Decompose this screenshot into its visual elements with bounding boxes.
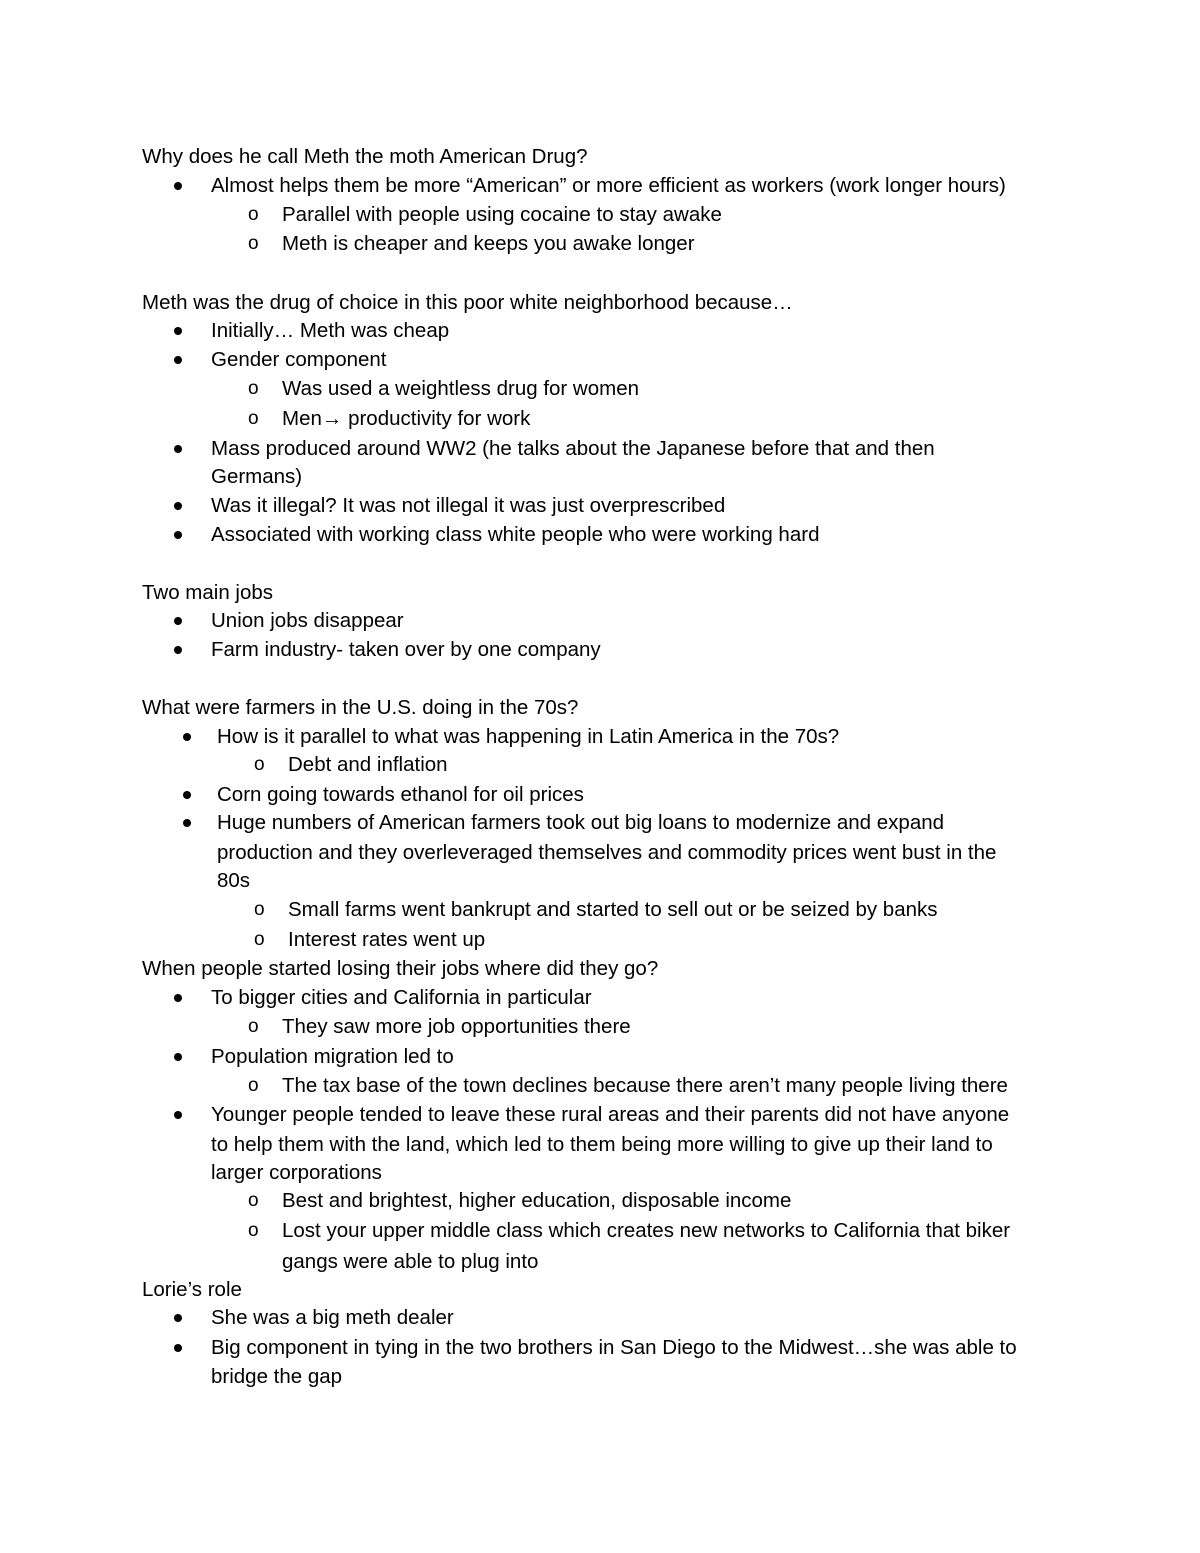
bullet-text: Gender component [211, 348, 387, 371]
sub-bullet-text: Best and brightest, higher education, disposable income [282, 1189, 792, 1212]
bullet-dot-icon [174, 1053, 182, 1061]
circle-bullet-icon: o [248, 233, 259, 254]
bullet-text: Huge numbers of American farmers took out big loans to modernize and expand [217, 811, 945, 834]
sub-bullet-text: Debt and inflation [288, 753, 448, 776]
circle-bullet-icon: o [254, 754, 265, 775]
bullet-text-continuation: bridge the gap [211, 1365, 343, 1388]
circle-bullet-icon: o [254, 899, 265, 920]
bullet-dot-icon [183, 733, 191, 741]
section-heading: Meth was the drug of choice in this poor white neighborhood because… [142, 291, 793, 314]
bullet-text: To bigger cities and California in particular [211, 986, 592, 1009]
sub-bullet-text: The tax base of the town declines because there aren’t many people living there [282, 1074, 1008, 1097]
circle-bullet-icon: o [248, 204, 259, 225]
section-heading: What were farmers in the U.S. doing in the 70s? [142, 696, 579, 719]
bullet-dot-icon [174, 531, 182, 539]
section-heading: Lorie’s role [142, 1278, 242, 1301]
sub-bullet-text: Interest rates went up [288, 928, 486, 951]
bullet-text: Farm industry- taken over by one company [211, 638, 601, 661]
bullet-text: Initially… Meth was cheap [211, 319, 450, 342]
bullet-text-continuation: larger corporations [211, 1161, 382, 1184]
circle-bullet-icon: o [248, 378, 259, 399]
bullet-dot-icon [183, 791, 191, 799]
bullet-text: How is it parallel to what was happening in Latin America in the 70s? [217, 725, 840, 748]
bullet-text: Mass produced around WW2 (he talks about the Japanese before that and then [211, 437, 935, 460]
sub-bullet-text: Small farms went bankrupt and started to sell out or be seized by banks [288, 898, 938, 921]
bullet-dot-icon [174, 646, 182, 654]
bullet-text: Younger people tended to leave these rural areas and their parents did not have anyone [211, 1103, 1010, 1126]
bullet-dot-icon [183, 819, 191, 827]
bullet-text: Associated with working class white people who were working hard [211, 523, 820, 546]
section-heading: Why does he call Meth the moth American Drug? [142, 145, 588, 168]
bullet-text: Union jobs disappear [211, 609, 404, 632]
bullet-dot-icon [174, 617, 182, 625]
circle-bullet-icon: o [254, 929, 265, 950]
bullet-text-continuation: to help them with the land, which led to them being more willing to give up their land to [211, 1133, 993, 1156]
sub-bullet-text: Parallel with people using cocaine to stay awake [282, 203, 722, 226]
sub-bullet-text: Was used a weightless drug for women [282, 377, 640, 400]
bullet-text-continuation: 80s [217, 869, 251, 892]
sub-bullet-text: They saw more job opportunities there [282, 1015, 631, 1038]
sub-bullet-text: Meth is cheaper and keeps you awake longer [282, 232, 695, 255]
bullet-dot-icon [174, 327, 182, 335]
bullet-dot-icon [174, 182, 182, 190]
sub-bullet-text: Lost your upper middle class which creates new networks to California that biker [282, 1219, 1011, 1242]
circle-bullet-icon: o [248, 1075, 259, 1096]
sub-bullet-text: Men→ productivity for work [282, 407, 531, 430]
section-heading: When people started losing their jobs where did they go? [142, 957, 659, 980]
bullet-text: Was it illegal? It was not illegal it was just overprescribed [211, 494, 726, 517]
bullet-text: Almost helps them be more “American” or more efficient as workers (work longer hours) [211, 174, 1006, 197]
bullet-text-continuation: Germans) [211, 465, 303, 488]
bullet-text-continuation: production and they overleveraged themselves and commodity prices went bust in the [217, 841, 997, 864]
bullet-dot-icon [174, 1344, 182, 1352]
bullet-dot-icon [174, 994, 182, 1002]
circle-bullet-icon: o [248, 1190, 259, 1211]
section-heading: Two main jobs [142, 581, 274, 604]
bullet-text: Corn going towards ethanol for oil prices [217, 783, 584, 806]
bullet-text: Population migration led to [211, 1045, 454, 1068]
bullet-dot-icon [174, 445, 182, 453]
circle-bullet-icon: o [248, 408, 259, 429]
sub-bullet-text-continuation: gangs were able to plug into [282, 1250, 539, 1273]
bullet-dot-icon [174, 1111, 182, 1119]
bullet-dot-icon [174, 356, 182, 364]
bullet-dot-icon [174, 1314, 182, 1322]
circle-bullet-icon: o [248, 1220, 259, 1241]
bullet-text: She was a big meth dealer [211, 1306, 454, 1329]
bullet-dot-icon [174, 502, 182, 510]
bullet-text: Big component in tying in the two brothers in San Diego to the Midwest…she was able to [211, 1336, 1017, 1359]
circle-bullet-icon: o [248, 1016, 259, 1037]
